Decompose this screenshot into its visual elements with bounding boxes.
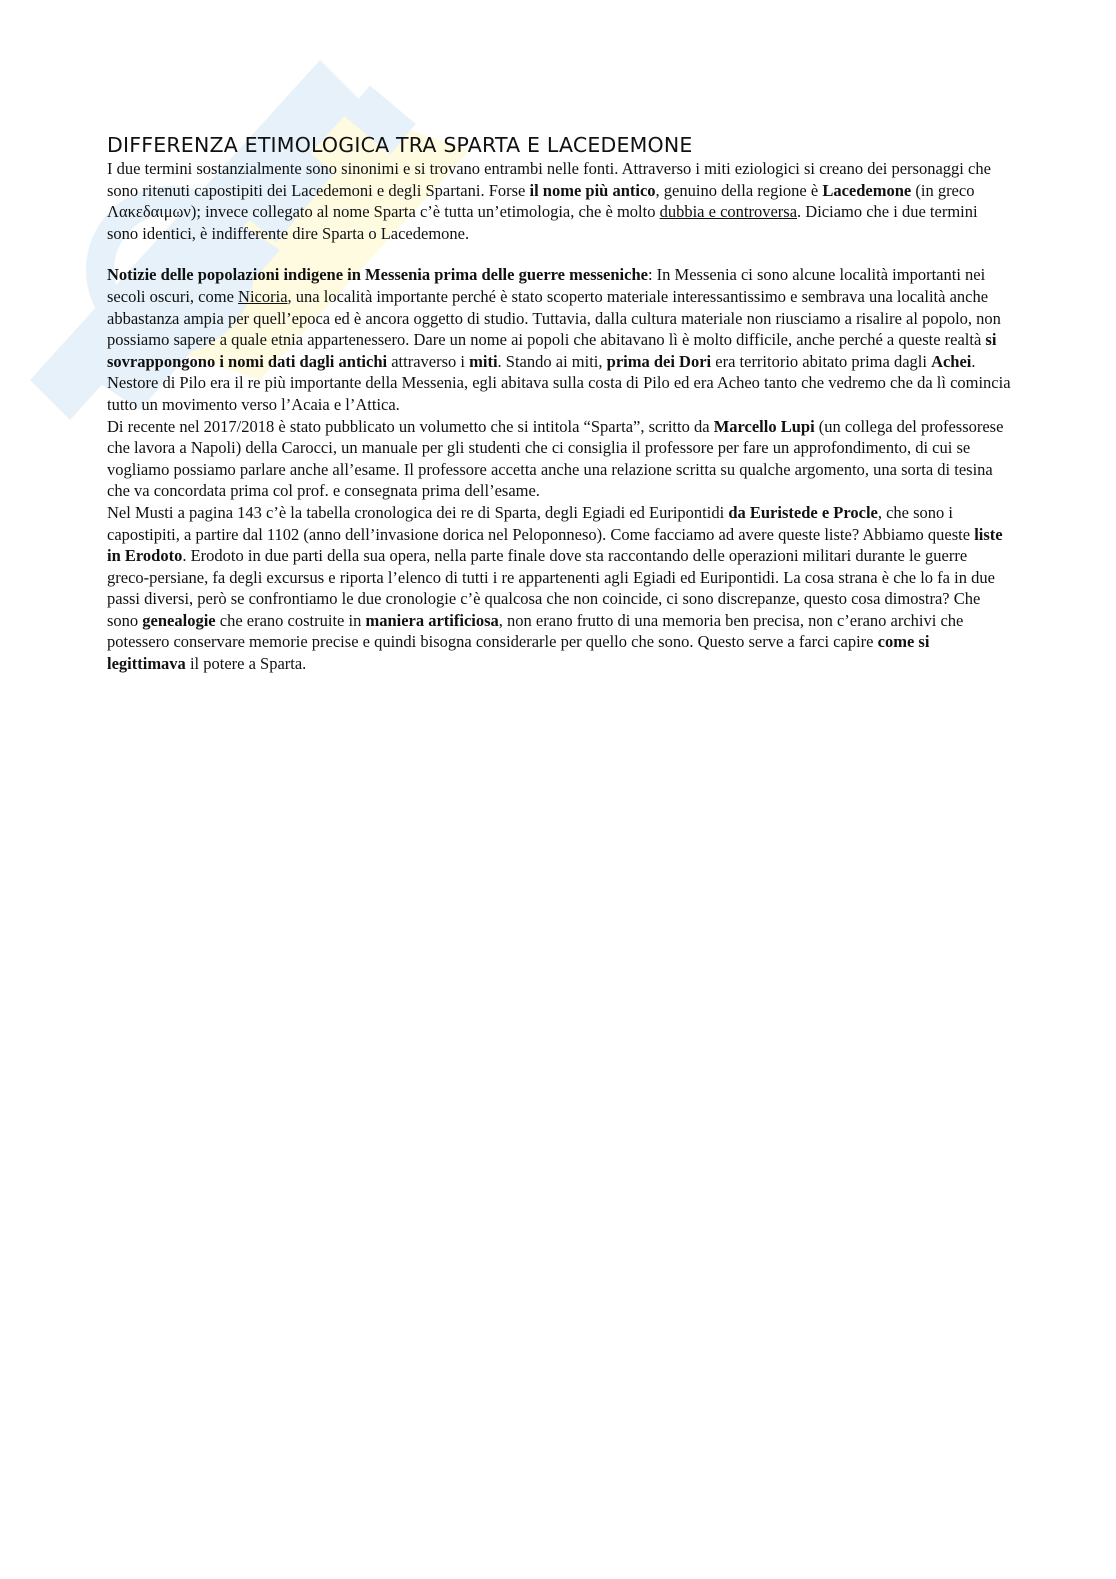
paragraph-lupi: Di recente nel 2017/2018 è stato pubblicato un volumetto che si intitola “Sparta”, scritto da Marcello Lupi (un collega del professorese che lavora a Napoli) della Carocci, un manuale per gli studenti che ci consiglia il professore per fare un approfondimento, di cui se vogliamo possiamo parlare anche all’esame. Il professore accetta anche una relazione scritta su qualche argomento, una sorta di tesina che va concordata prima col prof. e consegnata prima dell’esame. — [107, 416, 1004, 501]
underlined-dubbia-e-controversa: dubbia e controversa — [659, 202, 798, 222]
paragraph-musti: Nel Musti a pagina 143 c’è la tabella cronologica dei re di Sparta, degli Egiadi ed Euripontidi da Euristede e Procle, che sono i capostipiti, a partire dal 1102 (anno dell’invasione dorica nel Peloponneso). Come facciamo ad avere queste liste? Abbiamo queste liste in Erodoto. Erodoto in due parti della sua opera, nella parte finale dove sta raccontando delle operazioni militari durante le guerre greco-persiane, fa degli excursus e riporta l’elenco di tutti i re appartenenti agli Egiadi ed Euripontidi. La cosa strana è che lo fa in due passi diversi, però se confrontiamo le due cronologie c’è qualcosa che non coincide, ci sono discrepanze, questo cosa dimostra? Che sono genealogie che erano costruite in maniera artificiosa, non erano frutto di una memoria ben precisa, non c’erano archivi che potessero conservare memorie precise e quindi bisogna considerarle per quello che sono. Questo serve a farci capire come si legittimava il potere a Sparta. — [107, 502, 1003, 674]
paragraph-messenia: Notizie delle popolazioni indigene in Messenia prima delle guerre messeniche: In Messenia ci sono alcune località importanti nei secoli oscuri, come Nicoria, una località importante perché è stato scoperto materiale interessantissimo e sembrava una località anche abbastanza ampia per quell’epoca ed è ancora oggetto di studio. Tuttavia, dalla cultura materiale non riusciamo a risalire al popolo, non possiamo sapere a quale etnia appartenessero. Dare un nome ai popoli che abitavano lì è molto difficile, anche perché a queste realtà si sovrappongono i nomi dati dagli antichi attraverso i miti. Stando ai miti, prima dei Dori era territorio abitato prima dagli Achei. Nestore di Pilo era il re più importante della Messenia, egli abitava sulla costa di Pilo ed era Acheo tanto che vedremo che da lì comincia tutto un movimento verso l’Acaia e l’Attica. — [107, 265, 1011, 414]
bold-miti: miti — [469, 351, 498, 371]
underlined-nicoria: Nicoria — [238, 286, 288, 306]
bold-liste-erodoto: liste in Erodoto — [107, 524, 1003, 566]
bold-maniera-artificiosa: maniera artificiosa — [365, 610, 499, 630]
bold-achei: Achei — [931, 351, 972, 371]
bold-nome-piu-antico: il nome più antico — [529, 180, 656, 200]
paragraph-etimologia: I due termini sostanzialmente sono sinonimi e si trovano entrambi nelle fonti. Attraverso i miti eziologici si creano dei personaggi che sono ritenuti capostipiti dei Lacedemoni e degli Spartani. Forse il nome più antico, genuino della regione è Lacedemone (in greco Λακεδαιμων); invece collegato al nome Sparta c’è tutta un’etimologia, che è molto dubbia e controversa. Diciamo che i due termini sono identici, è indifferente dire Sparta o Lacedemone. — [107, 159, 991, 243]
bold-marcello-lupi: Marcello Lupi — [713, 416, 815, 436]
bold-genealogie: genealogie — [142, 610, 216, 630]
paragraph-gap — [107, 244, 1012, 264]
document-title: DIFFERENZA ETIMOLOGICA TRA SPARTA E LACEDEMONE — [107, 133, 693, 157]
bold-euristede-procle: da Euristede e Procle — [728, 502, 878, 522]
document-page — [107, 132, 1012, 675]
bold-si-sovrappongono: si sovrappongono i nomi dati dagli antichi — [107, 330, 997, 371]
bold-come-si-legittimava: come si legittimava — [107, 632, 930, 674]
bold-prima-dei-dori: prima dei Dori — [606, 351, 712, 371]
bold-lacedemone: Lacedemone — [822, 180, 912, 200]
bold-notizie-popolazioni: Notizie delle popolazioni indigene in Messenia prima delle guerre messeniche — [107, 265, 648, 285]
